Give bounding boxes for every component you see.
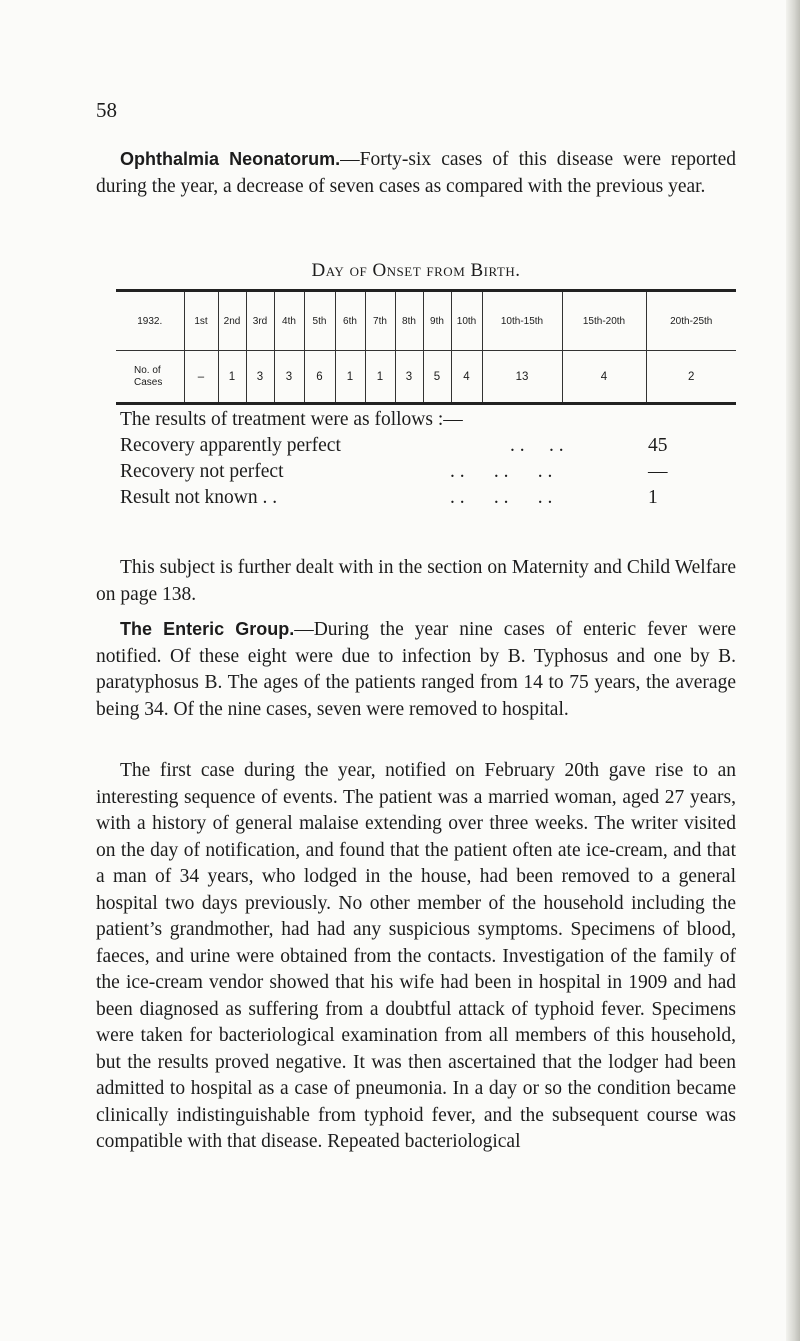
day-header-cell: 10th (451, 291, 482, 351)
day-header-cell: 8th (395, 291, 423, 351)
day-header-cell: 6th (335, 291, 365, 351)
case-count-cell: 4 (562, 351, 646, 404)
case-count-cell: 4 (451, 351, 482, 404)
onset-values-row (116, 351, 736, 404)
result-value: 1 (648, 487, 658, 508)
case-paragraph: The first case during the year, notified on February 20th gave rise to an interesting sequence of events. The patient was a married woman, aged 27 years, with a history of general malaise extending over three weeks. The writer visited on the day of notification, and found that the patient often ate ice-cream, and that a man of 34 years, who lodged in the house, had been removed to a general hospital two days previously. No other member of the household including the patient’s grandmother, had had any suspicious symptoms. Specimens of blood, faeces, and urine were obtained from the contacts. Investigation of the family of the ice-cream vendor showed that his wife had been in hospital in 1909 and had been diagnosed as suffering from a doubtful attack of typhoid fever. Specimens were taken for bacteriological examination from all members of this household, but the results proved negative. It was then ascertained that the lodger had been admitted to hospital as a case of pneumonia. In a day or so the condition became clinically indistinguishable from typhoid fever, and the subsequent course was compatible with that disease. Repeated bacteriological (96, 760, 736, 1152)
enteric-paragraph (96, 616, 736, 723)
result-row (120, 459, 700, 485)
case-count-cell: 2 (646, 351, 736, 404)
cases-row-label: No. of Cases (134, 364, 163, 388)
year-header-cell: 1932. (116, 291, 184, 351)
day-header-cell: 3rd (246, 291, 274, 351)
results-intro: The results of treatment were as follows :— (120, 409, 463, 430)
page-number: 58 (96, 98, 117, 122)
onset-table-title: Day of Onset from Birth. (311, 260, 521, 281)
day-header-cell: 10th-15th (482, 291, 562, 351)
day-header-cell: 7th (365, 291, 395, 351)
result-row (120, 433, 700, 459)
day-header-cell: 9th (423, 291, 451, 351)
case-count-cell: 3 (246, 351, 274, 404)
result-leader-dots: . . . . . . (450, 461, 553, 482)
result-value: 45 (648, 435, 668, 456)
result-leader-dots: . . . . (510, 435, 564, 456)
result-leader-dots: . . . . . . (450, 487, 553, 508)
day-header-cell: 2nd (218, 291, 246, 351)
case-count-cell: 1 (218, 351, 246, 404)
ophthalmia-paragraph (96, 146, 736, 200)
case-count-cell: 5 (423, 351, 451, 404)
case-count-cell: – (184, 351, 218, 404)
case-count-cell: 13 (482, 351, 562, 404)
result-label: Recovery not perfect (120, 461, 284, 482)
result-label: Result not known . . (120, 487, 278, 508)
case-count-cell: 1 (335, 351, 365, 404)
result-label: Recovery apparently perfect (120, 435, 341, 456)
case-count-cell: 3 (395, 351, 423, 404)
day-header-cell: 15th-20th (562, 291, 646, 351)
ophthalmia-text: —Forty-six cases of this disease were reported during the year, a decrease of seven cases as compared with the previous year. (96, 149, 737, 197)
onset-header-row (116, 291, 736, 351)
enteric-text: —During the year nine cases of enteric fever were notified. Of these eight were due to infection by B. Typhosus and one by B. paratyphosus B. The ages of the patients ranged from 14 to 75 years, the average being 34. Of the nine cases, seven were removed to hospital. (96, 619, 736, 720)
day-header-cell: 5th (304, 291, 335, 351)
day-header-cell: 1st (184, 291, 218, 351)
ophthalmia-heading: Ophthalmia Neonatorum. (120, 149, 341, 169)
day-header-cell: 4th (274, 291, 304, 351)
onset-table (116, 289, 736, 405)
day-header-cell: 20th-25th (646, 291, 736, 351)
enteric-heading: The Enteric Group. (120, 619, 295, 639)
case-count-cell: 1 (365, 351, 395, 404)
scan-edge-shadow (786, 0, 800, 1341)
maternity-paragraph: This subject is further dealt with in the section on Maternity and Child Welfare on page 138. (96, 557, 736, 605)
result-row (120, 485, 700, 511)
case-count-cell: 3 (274, 351, 304, 404)
result-value: — (648, 461, 668, 482)
case-count-cell: 6 (304, 351, 335, 404)
